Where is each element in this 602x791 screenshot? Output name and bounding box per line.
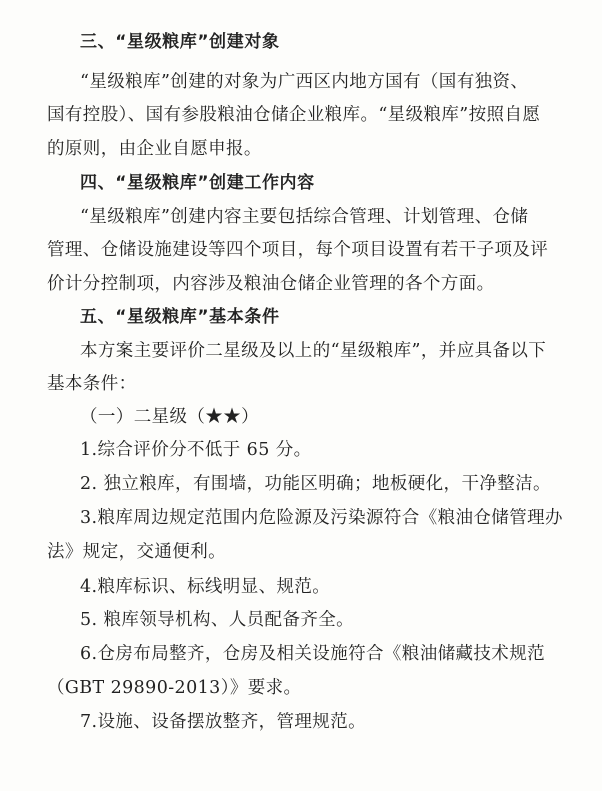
condition-item-3-line-2: 法》规定，交通便利。 — [47, 542, 226, 562]
section-3-line-2: 国有控股）、国有参股粮油仓储企业粮库。“星级粮库”按照自愿 — [47, 105, 541, 125]
section-5-line-1: 本方案主要评价二星级及以上的“星级粮库”，并应具备以下 — [80, 341, 547, 361]
section-4-line-1: “星级粮库”创建内容主要包括综合管理、计划管理、仓储 — [80, 207, 529, 227]
section-5-heading: 五、“星级粮库”基本条件 — [80, 307, 280, 327]
subsection-title: （一）二星级（★★） — [80, 407, 259, 427]
section-3-line-1: “星级粮库”创建的对象为广西区内地方国有（国有独资、 — [80, 72, 529, 92]
section-3-line-3: 的原则，由企业自愿申报。 — [47, 139, 262, 159]
condition-item-5: 5. 粮库领导机构、人员配备齐全。 — [80, 610, 355, 630]
condition-item-4: 4.粮库标识、标线明显、规范。 — [80, 577, 331, 597]
condition-item-6-line-1: 6.仓房布局整齐，仓房及相关设施符合《粮油储藏技术规范 — [80, 644, 545, 664]
section-4-heading: 四、“星级粮库”创建工作内容 — [80, 173, 315, 193]
condition-item-6-line-2: （GBT 29890-2013）》要求。 — [47, 678, 302, 698]
condition-item-3-line-1: 3.粮库周边规定范围内危险源及污染源符合《粮油仓储管理办 — [80, 508, 563, 528]
section-4-line-2: 管理、仓储设施建设等四个项目，每个项目设置有若干子项及评 — [47, 240, 549, 260]
condition-item-1: 1.综合评价分不低于 65 分。 — [80, 440, 312, 460]
condition-item-2: 2. 独立粮库，有围墙，功能区明确；地板硬化，干净整洁。 — [80, 474, 551, 494]
section-4-line-3: 价计分控制项，内容涉及粮油仓储企业管理的各个方面。 — [47, 274, 495, 294]
condition-item-7: 7.设施、设备摆放整齐，管理规范。 — [80, 712, 366, 732]
section-3-heading: 三、“星级粮库”创建对象 — [80, 32, 280, 52]
section-5-line-2: 基本条件： — [47, 374, 137, 394]
